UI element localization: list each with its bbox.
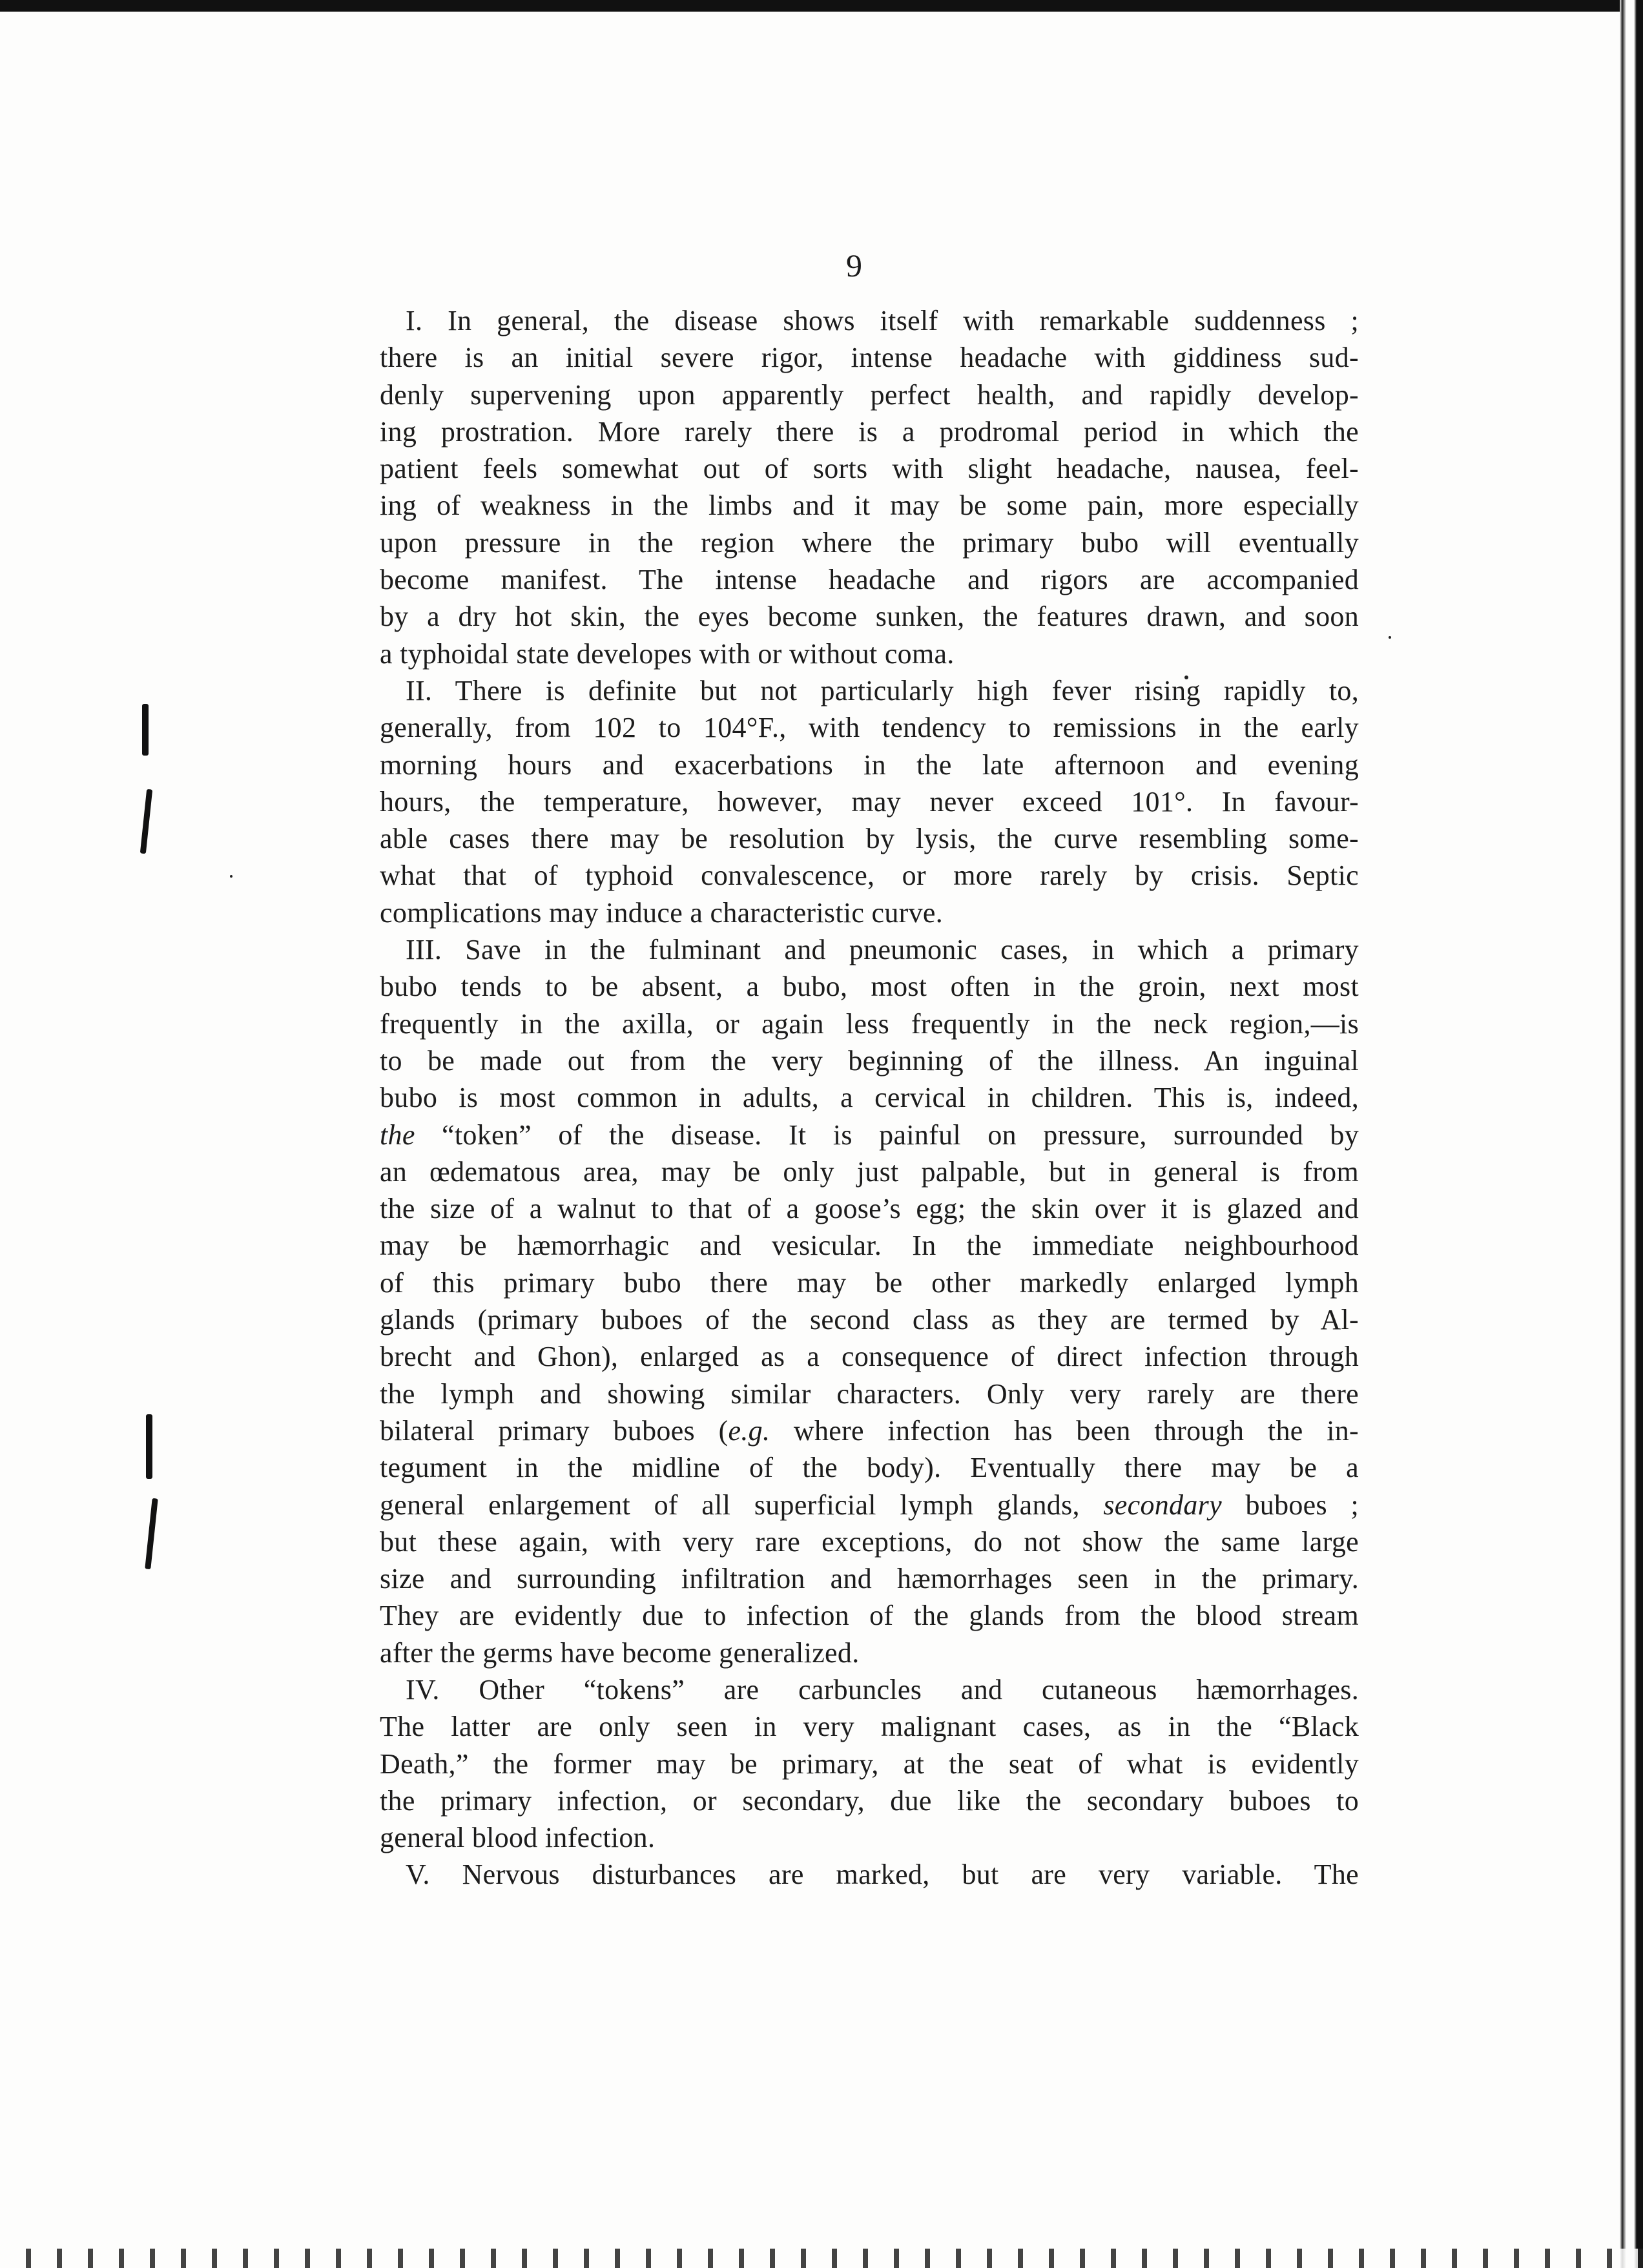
- text-line: I. In general, the disease shows itself with remarkable suddenness ;: [406, 305, 1359, 336]
- margin-mark: [142, 704, 149, 756]
- margin-mark: [140, 789, 152, 854]
- scan-border-bottom: [0, 2249, 1643, 2268]
- text-line: of this primary bubo there may be other markedly enlarged lymph: [380, 1266, 1359, 1299]
- body-text: [380, 302, 1359, 1893]
- emphasis: secondary: [1103, 1489, 1222, 1521]
- stray-mark: [1389, 636, 1391, 639]
- text-line: The latter are only seen in very malignant cases, as in the “Black: [380, 1711, 1359, 1743]
- text-line: They are evidently due to infection of the glands from the blood stream: [380, 1600, 1359, 1632]
- stray-mark: [230, 875, 232, 878]
- text-line: complications may induce a characteristic curve.: [380, 896, 944, 929]
- text-line: denly supervening upon apparently perfect health, and rapidly develop-: [380, 378, 1359, 411]
- emphasis: e.g.: [728, 1414, 770, 1447]
- text-line: general blood infection.: [380, 1822, 656, 1854]
- text-line: but these again, with very rare exceptions, do not show the same large: [380, 1525, 1359, 1558]
- text-line: Death,” the former may be primary, at the seat of what is evidently: [380, 1747, 1359, 1780]
- text-line: by a dry hot skin, the eyes become sunken, the features drawn, and soon: [380, 601, 1359, 633]
- text-line: may be hæmorrhagic and vesicular. In the immediate neighbourhood: [380, 1230, 1359, 1262]
- page-number: 9: [846, 247, 862, 284]
- text-line: the primary infection, or secondary, due like the secondary buboes to: [380, 1784, 1359, 1817]
- text-line: an œdematous area, may be only just palpable, but in general is from: [380, 1155, 1359, 1188]
- emphasis: the: [380, 1119, 415, 1151]
- text-line: bilateral primary buboes (e.g. where infection has been through the in-: [380, 1414, 1359, 1447]
- text-line: a typhoidal state developes with or without coma.: [380, 637, 955, 670]
- text-line: the lymph and showing similar characters. Only very rarely are there: [380, 1377, 1359, 1410]
- text-line: upon pressure in the region where the primary bubo will eventually: [380, 526, 1359, 559]
- text-line: able cases there may be resolution by lysis, the curve resembling some-: [380, 823, 1359, 855]
- text-line: size and surrounding infiltration and hæmorrhages seen in the primary.: [380, 1563, 1359, 1595]
- text-line: hours, the temperature, however, may never exceed 101°. In favour-: [380, 785, 1359, 818]
- text-line: bubo is most common in adults, a cervical in children. This is, indeed,: [380, 1082, 1359, 1114]
- text-line: there is an initial severe rigor, intense headache with giddiness sud-: [380, 342, 1359, 374]
- text-line: tegument in the midline of the body). Eventually there may be a: [380, 1452, 1359, 1484]
- text-line: V. Nervous disturbances are marked, but are very variable. The: [406, 1859, 1359, 1891]
- text-line: generally, from 102 to 104°F., with tendency to remissions in the early: [380, 712, 1359, 744]
- text-line: bubo tends to be absent, a bubo, most often in the groin, next most: [380, 971, 1359, 1003]
- text-line: morning hours and exacerbations in the late afternoon and evening: [380, 748, 1359, 781]
- text-line: patient feels somewhat out of sorts with slight headache, nausea, feel-: [380, 453, 1359, 485]
- text-line: to be made out from the very beginning of the illness. An inguinal: [380, 1044, 1359, 1077]
- text-line: the size of a walnut to that of a goose’s egg; the skin over it is glazed and: [380, 1193, 1359, 1225]
- text-line: IV. Other “tokens” are carbuncles and cutaneous hæmorrhages.: [406, 1673, 1359, 1706]
- text-line: the “token” of the disease. It is painful on pressure, surrounded by: [380, 1119, 1359, 1151]
- text-line: II. There is definite but not particularly high fever rising rapidly to,: [406, 674, 1359, 706]
- margin-mark: [145, 1498, 158, 1569]
- text-line: after the germs have become generalized.: [380, 1636, 860, 1669]
- text-line: glands (primary buboes of the second class as they are termed by Al-: [380, 1304, 1359, 1336]
- margin-mark: [146, 1414, 152, 1479]
- text-line: frequently in the axilla, or again less frequently in the neck region,—is: [380, 1007, 1359, 1040]
- text-line: ing prostration. More rarely there is a prodromal period in which the: [380, 415, 1359, 448]
- scan-border-top: [0, 0, 1643, 12]
- scan-border-right: [1620, 0, 1643, 2268]
- text-line: general enlargement of all superficial lymph glands, secondary buboes ;: [380, 1489, 1359, 1521]
- text-line: what that of typhoid convalescence, or more rarely by crisis. Septic: [380, 860, 1359, 892]
- text-line: III. Save in the fulminant and pneumonic cases, in which a primary: [406, 934, 1359, 966]
- text-line: become manifest. The intense headache and rigors are accompanied: [380, 564, 1359, 596]
- text-line: ing of weakness in the limbs and it may be some pain, more especially: [380, 490, 1359, 522]
- text-line: brecht and Ghon), enlarged as a consequence of direct infection through: [380, 1341, 1359, 1373]
